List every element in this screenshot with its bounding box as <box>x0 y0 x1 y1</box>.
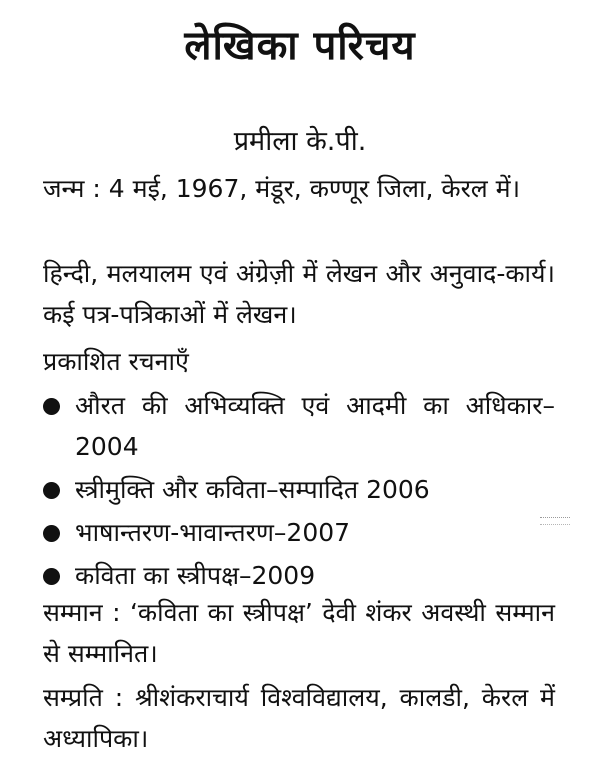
birth-info: जन्म : 4 मई, 1967, मंडूर, कण्णूर जिला, केरल में। <box>43 174 521 203</box>
bullet-icon <box>43 482 60 499</box>
work-item <box>43 555 555 596</box>
bullet-icon <box>43 568 60 585</box>
work-title: स्त्रीमुक्ति और कविता–सम्पादित 2006 <box>75 475 430 504</box>
work-title: भाषान्तरण-भावान्तरण–2007 <box>75 518 351 547</box>
works-list <box>43 385 555 598</box>
work-title: कविता का स्त्रीपक्ष–2009 <box>75 561 316 590</box>
work-item <box>43 385 555 467</box>
bullet-icon <box>43 525 60 542</box>
bullet-icon <box>43 398 60 415</box>
author-name: प्रमीला के.पी. <box>233 126 367 157</box>
work-item <box>43 469 555 510</box>
page-title: लेखिका परिचय <box>184 23 416 69</box>
works-heading: प्रकाशित रचनाएँ <box>43 347 189 376</box>
honor-info: सम्मान : ‘कविता का स्त्रीपक्ष’ देवी शंकर अवस्थी सम्मान से सम्मानित। <box>43 598 555 668</box>
work-item <box>43 512 555 553</box>
current-position: सम्प्रति : श्रीशंकराचार्य विश्वविद्यालय, कालडी, केरल में अध्यापिका। <box>43 683 555 753</box>
writing-languages: हिन्दी, मलयालम एवं अंग्रेज़ी में लेखन और अनुवाद-कार्य। कई पत्र-पत्रिकाओं में लेखन। <box>43 259 555 329</box>
scan-smudge <box>540 517 570 525</box>
work-title: औरत की अभिव्यक्ति एवं आदमी का अधिकार– 2004 <box>75 391 555 461</box>
